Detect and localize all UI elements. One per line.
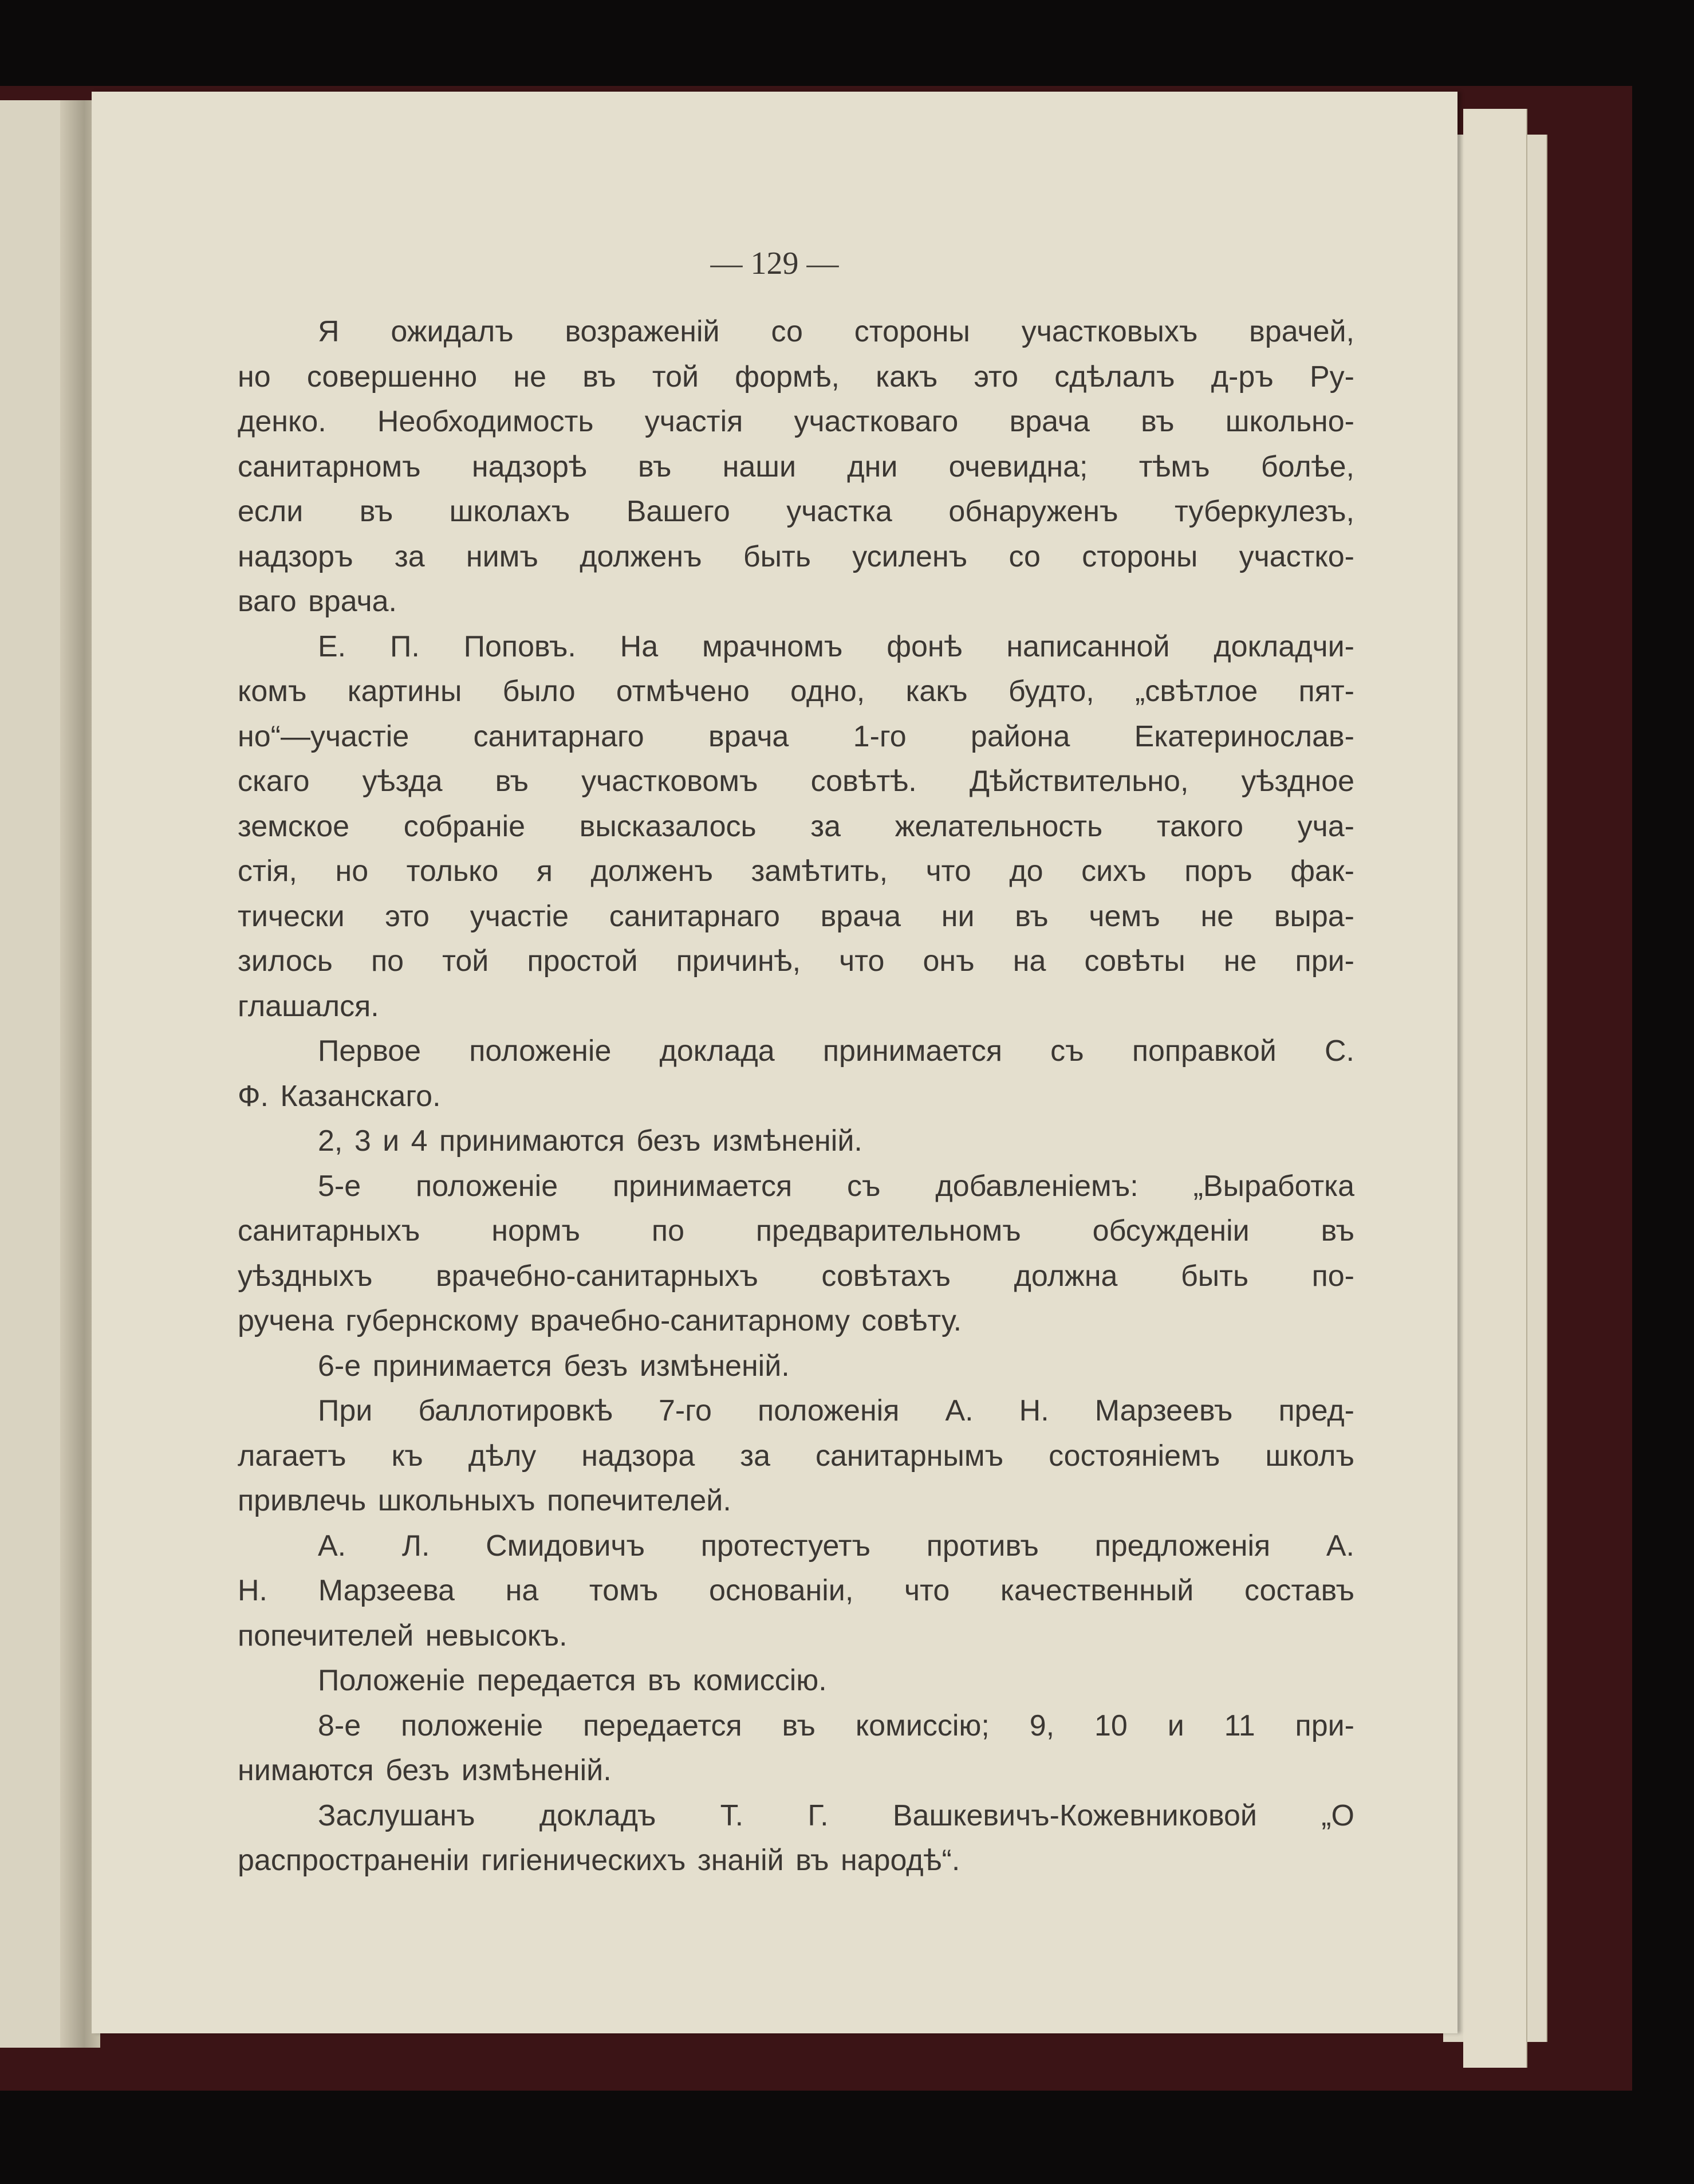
text-line: земское собраніе высказалось за желательность такого уча-: [238, 809, 1354, 843]
text-line: уѣздныхъ врачебно-санитарныхъ совѣтахъ должна быть по-: [238, 1259, 1354, 1293]
text-line: попечителей невысокъ.: [238, 1619, 568, 1652]
text-line: 6-е принимается безъ измѣненій.: [318, 1349, 790, 1383]
text-line: А. Л. Смидовичъ протестуетъ противъ предложенія А.: [318, 1529, 1354, 1563]
text-line: санитарномъ надзорѣ въ наши дни очевидна; тѣмъ болѣе,: [238, 450, 1354, 483]
text-line: надзоръ за нимъ долженъ быть усиленъ со стороны участко-: [238, 540, 1354, 573]
text-line: скаго уѣзда въ участковомъ совѣтѣ. Дѣйствительно, уѣздное: [238, 765, 1354, 798]
text-line: Первое положеніе доклада принимается съ поправкой С.: [318, 1034, 1354, 1068]
text-line: но совершенно не въ той формѣ, какъ это сдѣлалъ д-ръ Ру-: [238, 360, 1354, 393]
text-line: привлечь школьныхъ попечителей.: [238, 1484, 731, 1517]
text-line: если въ школахъ Вашего участка обнаруженъ туберкулезъ,: [238, 495, 1354, 528]
text-line: зилось по той простой причинѣ, что онъ на совѣты не при-: [238, 945, 1354, 978]
text-line: санитарныхъ нормъ по предварительномъ обсужденіи въ: [238, 1214, 1354, 1248]
text-line: ваго врача.: [238, 585, 397, 618]
text-line: Е. П. Поповъ. На мрачномъ фонѣ написанной докладчи-: [318, 629, 1354, 663]
text-line: глашался.: [238, 989, 379, 1023]
text-line: нимаются безъ измѣненій.: [238, 1754, 612, 1787]
text-line: Я ожидалъ возраженій со стороны участковыхъ врачей,: [318, 315, 1354, 348]
text-line: распространеніи гигіеническихъ знаній въ народѣ“.: [238, 1844, 960, 1877]
page-body-text: [238, 309, 1354, 1883]
text-line: Н. Марзеева на томъ основаніи, что качественный составъ: [238, 1574, 1354, 1607]
text-line: Ф. Казанскаго.: [238, 1079, 441, 1113]
page-stack-middle: [1463, 109, 1527, 2068]
text-line: лагаетъ къ дѣлу надзора за санитарнымъ состояніемъ школъ: [238, 1439, 1354, 1473]
text-line: 5-е положеніе принимается съ добавленіемъ: „Выработка: [318, 1169, 1354, 1203]
text-line: Положеніе передается въ комиссію.: [318, 1664, 827, 1697]
book-page: [92, 92, 1457, 2033]
text-line: 2, 3 и 4 принимаются безъ измѣненій.: [318, 1124, 862, 1158]
text-line: ручена губернскому врачебно-санитарному совѣту.: [238, 1304, 962, 1337]
text-line: 8-е положеніе передается въ комиссію; 9, 10 и 11 при-: [318, 1709, 1354, 1742]
text-line: стія, но только я долженъ замѣтить, что до сихъ поръ фак-: [238, 855, 1354, 888]
text-line: При баллотировкѣ 7-го положенія А. Н. Марзеевъ пред-: [318, 1394, 1354, 1427]
text-line: тически это участіе санитарнаго врача ни въ чемъ не выра-: [238, 899, 1354, 933]
text-line: денко. Необходимость участія участковаго врача въ школьно-: [238, 405, 1354, 438]
page-number: — 129 —: [710, 246, 839, 281]
text-line: Заслушанъ докладъ Т. Г. Вашкевичъ-Кожевниковой „О: [318, 1799, 1354, 1832]
text-line: комъ картины было отмѣчено одно, какъ будто, „свѣтлое пят-: [238, 675, 1354, 708]
text-line: но“—участіе санитарнаго врача 1-го района Екатеринослав-: [238, 719, 1354, 753]
